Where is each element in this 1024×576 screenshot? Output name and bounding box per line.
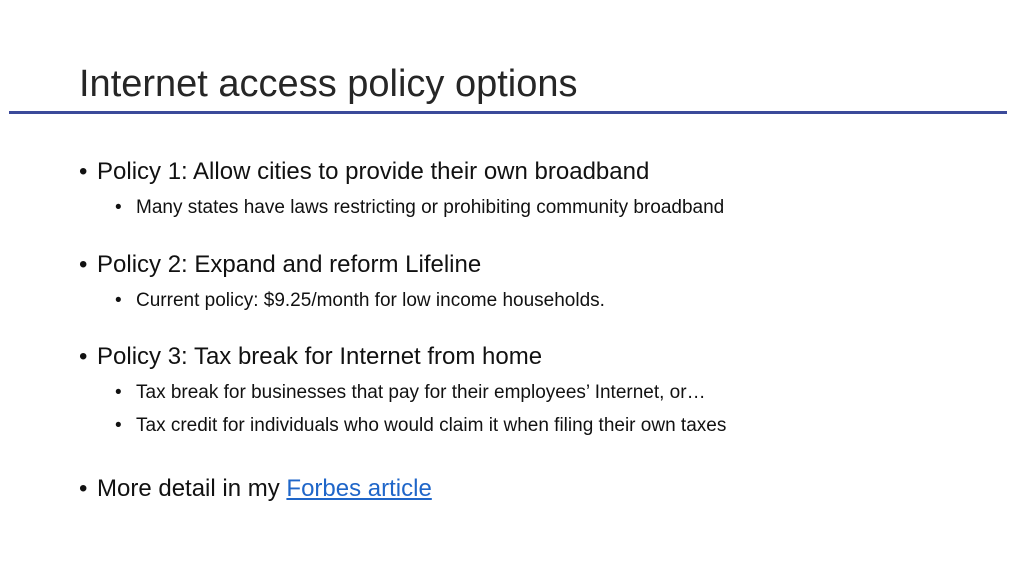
policy-1-subpoint-text: Many states have laws restricting or prohibiting community broadband [136,197,725,218]
policy-2-heading: Policy 2: Expand and reform Lifeline [97,251,482,278]
more-detail-prefix: More detail in my [97,475,287,502]
policy-3-subpoint-2 [115,412,726,440]
bullet-icon: • [115,382,122,403]
policy-3-subpoint-text: Tax break for businesses that pay for their employees’ Internet, or… [136,382,706,403]
policy-1-heading: Policy 1: Allow cities to provide their own broadband [97,158,650,185]
policy-3-subpoint-text: Tax credit for individuals who would claim it when filing their own taxes [136,415,727,436]
policy-3-subpoint-1 [115,379,706,407]
forbes-article-link[interactable]: Forbes article [286,475,432,502]
bullet-icon: • [79,475,88,502]
policy-3-heading: Policy 3: Tax break for Internet from home [97,343,543,370]
bullet-icon: • [79,158,88,185]
title-divider [9,111,1007,114]
slide-title: Internet access policy options [79,63,578,105]
policy-1-subpoint-1 [115,194,724,222]
policy-2-subpoint-text: Current policy: $9.25/month for low income households. [136,290,605,311]
policy-3-item [79,341,542,373]
bullet-icon: • [79,343,88,370]
bullet-icon: • [115,290,122,311]
policy-2-item [79,249,481,281]
bullet-icon: • [115,197,122,218]
policy-2-subpoint-1 [115,287,605,315]
policy-1-item [79,156,649,188]
bullet-icon: • [115,415,122,436]
more-detail-item [79,473,432,505]
bullet-icon: • [79,251,88,278]
